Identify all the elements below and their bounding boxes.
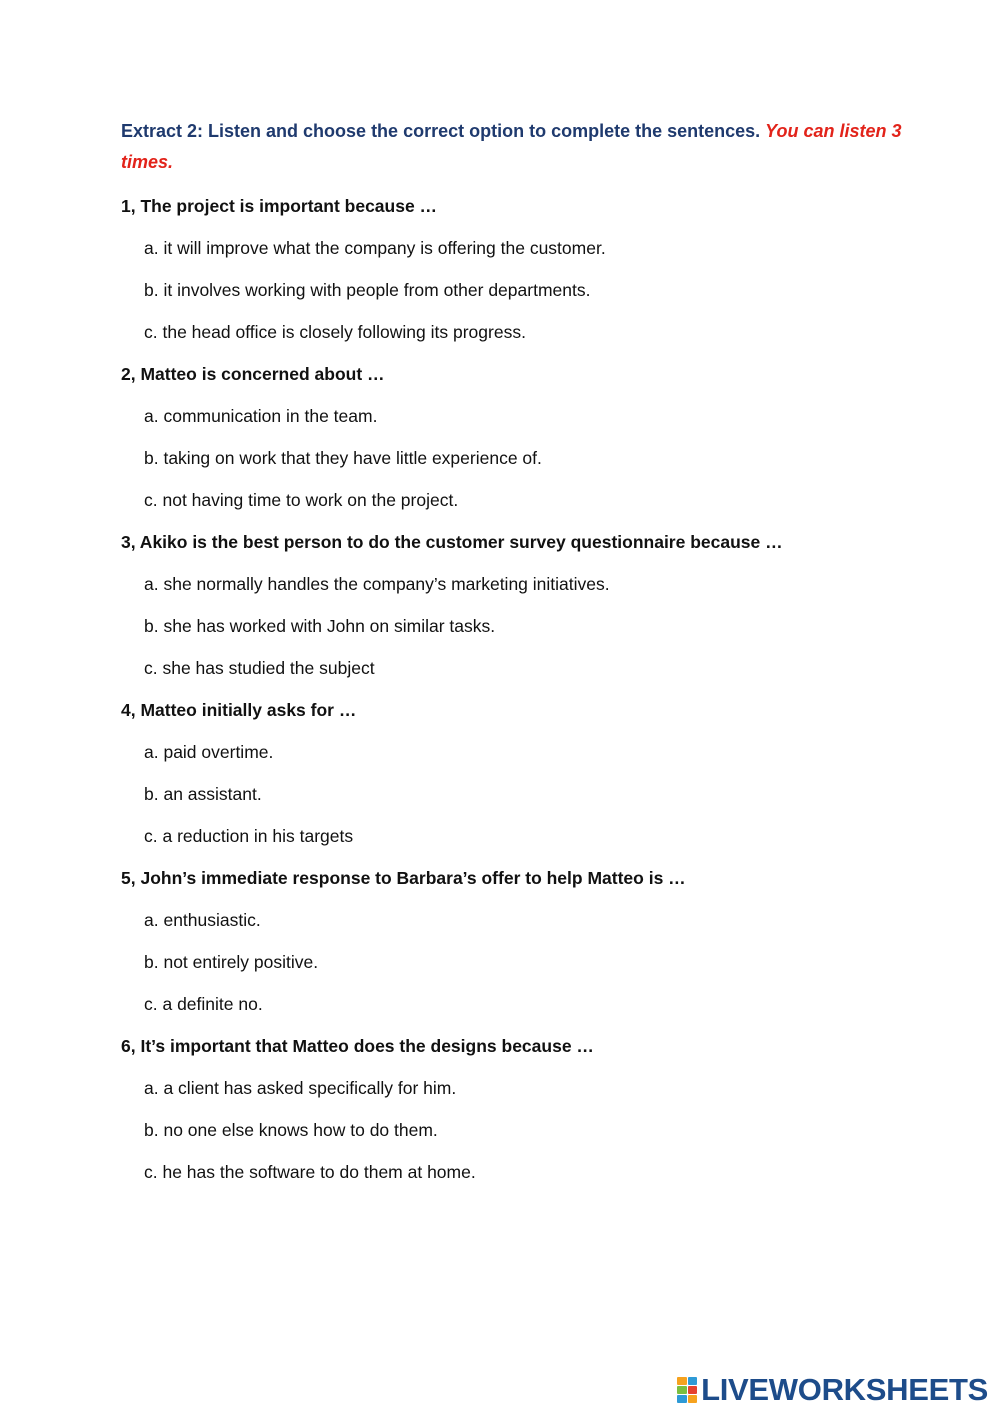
liveworksheets-logo-icon [677,1377,697,1403]
option[interactable]: c. not having time to work on the project. [144,490,459,510]
question-list [121,189,941,1197]
question [121,861,941,1029]
option[interactable]: b. an assistant. [144,784,262,804]
option-list [121,231,941,357]
option-list [121,1071,941,1197]
option-list [121,903,941,1029]
question-text: 2, Matteo is concerned about … [121,364,385,384]
brand-name: LIVEWORKSHEETS [701,1372,988,1407]
option[interactable]: a. it will improve what the company is offering the customer. [144,238,606,258]
question [121,525,941,693]
instructions [121,116,921,178]
question [121,1029,941,1197]
option[interactable]: b. she has worked with John on similar tasks. [144,616,496,636]
option[interactable]: c. the head office is closely following its progress. [144,322,526,342]
option[interactable]: c. a definite no. [144,994,263,1014]
option[interactable]: a. she normally handles the company’s marketing initiatives. [144,574,610,594]
question [121,693,941,861]
listen-note: You can listen 3 times. [121,121,902,172]
option-list [121,735,941,861]
option[interactable]: b. no one else knows how to do them. [144,1120,438,1140]
question [121,189,941,357]
option[interactable]: a. paid overtime. [144,742,274,762]
instructions-text: Extract 2: Listen and choose the correct option to complete the sentences. [121,121,766,141]
liveworksheets-brand [677,1372,988,1408]
option[interactable]: b. not entirely positive. [144,952,319,972]
option[interactable]: c. she has studied the subject [144,658,375,678]
option[interactable]: a. a client has asked specifically for him. [144,1078,457,1098]
option[interactable]: c. a reduction in his targets [144,826,354,846]
question-text: 4, Matteo initially asks for … [121,700,357,720]
option[interactable]: b. it involves working with people from other departments. [144,280,591,300]
question [121,357,941,525]
question-text: 5, John’s immediate response to Barbara’s offer to help Matteo is … [121,868,686,888]
option[interactable]: c. he has the software to do them at home. [144,1162,476,1182]
option-list [121,567,941,693]
option[interactable]: a. communication in the team. [144,406,378,426]
question-text: 1, The project is important because … [121,196,438,216]
option-list [121,399,941,525]
option[interactable]: b. taking on work that they have little experience of. [144,448,542,468]
question-text: 3, Akiko is the best person to do the customer survey questionnaire because … [121,532,783,552]
option[interactable]: a. enthusiastic. [144,910,261,930]
question-text: 6, It’s important that Matteo does the designs because … [121,1036,594,1056]
